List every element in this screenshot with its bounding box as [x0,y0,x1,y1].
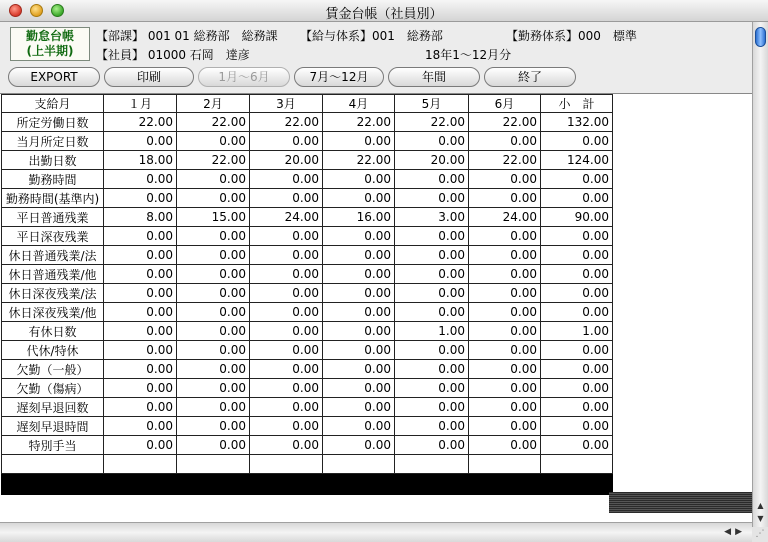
cell-value[interactable]: 0.00 [323,246,395,265]
period-field: 18年1～12月分 [425,48,512,62]
cell-value[interactable]: 0.00 [177,322,250,341]
empty-cell [177,474,250,495]
cell-value[interactable]: 0.00 [177,227,250,246]
cell-value[interactable]: 0.00 [323,322,395,341]
row-label: 代休/特休 [2,341,104,360]
cell-value[interactable]: 0.00 [469,284,541,303]
row-label: 遅刻早退回数 [2,398,104,417]
cell-value[interactable]: 0.00 [395,284,469,303]
table-row [2,284,613,303]
cell-value[interactable]: 16.00 [323,208,395,227]
jul-dec-button[interactable]: 7月～12月 [294,67,384,87]
row-label: 平日深夜残業 [2,227,104,246]
cell-value[interactable]: 0.00 [395,303,469,322]
cell-value[interactable]: 90.00 [541,208,613,227]
cell-value[interactable]: 0.00 [104,132,177,151]
cell-value[interactable]: 0.00 [177,284,250,303]
cell-value[interactable]: 0.00 [177,265,250,284]
row-label: 休日深夜残業/法 [2,284,104,303]
cell-value[interactable]: 0.00 [469,417,541,436]
cell-value[interactable]: 0.00 [541,189,613,208]
cell-value[interactable]: 0.00 [469,170,541,189]
table-row [2,170,613,189]
cell-value[interactable]: 24.00 [250,208,323,227]
cell-value[interactable]: 0.00 [250,398,323,417]
horizontal-scrollbar[interactable] [0,522,752,542]
column-header: 小 計 [541,95,613,113]
cell-value[interactable]: 0.00 [395,265,469,284]
empty-cell [250,455,323,474]
cell-value[interactable]: 0.00 [323,379,395,398]
table-row [2,322,613,341]
window-title: 賃金台帳（社員別） [325,7,443,22]
scroll-thumb[interactable] [755,27,766,47]
row-label: 当月所定日数 [2,132,104,151]
cell-value[interactable]: 0.00 [104,227,177,246]
exit-button[interactable]: 終了 [484,67,576,87]
empty-cell [469,474,541,495]
cell-value[interactable]: 0.00 [323,360,395,379]
dept-field: 【部課】 001 01 総務部 総務課 [96,29,278,43]
table-row [2,246,613,265]
cell-value[interactable]: 0.00 [469,189,541,208]
table-row [2,208,613,227]
table-header-row [2,95,613,113]
annual-button[interactable]: 年間 [388,67,480,87]
cell-value[interactable]: 0.00 [323,189,395,208]
cell-value[interactable]: 0.00 [104,398,177,417]
table-row [2,227,613,246]
row-label: 有休日数 [2,322,104,341]
cell-value[interactable]: 20.00 [395,151,469,170]
cell-value[interactable]: 0.00 [104,436,177,455]
scroll-up-icon[interactable]: ▲ [757,501,764,510]
column-header: 4月 [323,95,395,113]
cell-value[interactable]: 0.00 [541,170,613,189]
cell-value[interactable]: 20.00 [250,151,323,170]
cell-value[interactable]: 132.00 [541,113,613,132]
empty-cell [250,474,323,495]
cell-value[interactable]: 0.00 [395,170,469,189]
cell-value[interactable]: 0.00 [323,417,395,436]
cell-value[interactable]: 0.00 [541,303,613,322]
cell-value[interactable]: 0.00 [104,265,177,284]
cell-value[interactable]: 0.00 [177,398,250,417]
cell-value[interactable]: 22.00 [395,113,469,132]
row-label: 出勤日数 [2,151,104,170]
cell-value[interactable]: 0.00 [177,417,250,436]
cell-value[interactable]: 0.00 [323,284,395,303]
cell-value[interactable]: 0.00 [395,227,469,246]
cell-value[interactable]: 0.00 [104,417,177,436]
badge-line2: (上半期) [26,44,74,58]
table-row [2,379,613,398]
cell-value[interactable]: 0.00 [250,322,323,341]
cell-value[interactable]: 0.00 [250,303,323,322]
cell-value[interactable]: 0.00 [469,246,541,265]
table-row [2,132,613,151]
cell-value[interactable]: 0.00 [323,265,395,284]
cell-value[interactable]: 0.00 [104,303,177,322]
cell-value[interactable]: 0.00 [323,227,395,246]
empty-cell [104,455,177,474]
cell-value[interactable]: 18.00 [104,151,177,170]
resize-grip-icon[interactable]: ⋰ [752,527,768,542]
empty-cell [541,474,613,495]
cell-value[interactable]: 0.00 [469,132,541,151]
table-row [2,303,613,322]
cell-value[interactable]: 0.00 [104,189,177,208]
cell-value[interactable]: 0.00 [323,170,395,189]
row-label: 勤務時間(基準内) [2,189,104,208]
cell-value[interactable]: 0.00 [250,132,323,151]
scroll-arrows-icon[interactable]: ◀▶ [724,527,746,537]
cell-value[interactable]: 0.00 [541,265,613,284]
cell-value[interactable]: 0.00 [104,360,177,379]
footer-row [2,474,613,495]
cell-value[interactable]: 0.00 [541,436,613,455]
cell-value[interactable]: 124.00 [541,151,613,170]
row-label: 平日普通残業 [2,208,104,227]
cell-value[interactable]: 0.00 [250,284,323,303]
cell-value[interactable]: 0.00 [541,379,613,398]
report-badge [10,27,90,61]
cell-value[interactable]: 0.00 [469,398,541,417]
cell-value[interactable]: 0.00 [469,227,541,246]
cell-value[interactable]: 0.00 [177,436,250,455]
empty-cell [395,474,469,495]
cell-value[interactable]: 0.00 [395,398,469,417]
cell-value[interactable]: 0.00 [323,132,395,151]
row-label: 所定労働日数 [2,113,104,132]
cell-value[interactable]: 0.00 [250,341,323,360]
table-row [2,265,613,284]
cell-value[interactable]: 0.00 [541,227,613,246]
table-body [2,113,613,495]
cell-value[interactable]: 0.00 [177,303,250,322]
cell-value[interactable]: 22.00 [469,113,541,132]
cell-value[interactable]: 15.00 [177,208,250,227]
pay-system-field: 【給与体系】001 総務部 [300,29,443,43]
cell-value[interactable]: 0.00 [395,132,469,151]
cell-value[interactable]: 0.00 [104,379,177,398]
cell-value[interactable]: 0.00 [541,360,613,379]
cell-value[interactable]: 0.00 [250,265,323,284]
cell-value[interactable]: 0.00 [250,246,323,265]
empty-row [2,455,613,474]
column-header: 支給月 [2,95,104,113]
row-label: 休日普通残業/他 [2,265,104,284]
empty-cell [323,474,395,495]
cell-value[interactable]: 0.00 [469,341,541,360]
row-label: 欠勤（一般） [2,360,104,379]
cell-value[interactable]: 0.00 [177,246,250,265]
cell-value[interactable]: 0.00 [395,360,469,379]
cell-value[interactable]: 22.00 [323,151,395,170]
column-header: 5月 [395,95,469,113]
cell-value[interactable]: 0.00 [541,417,613,436]
cell-value[interactable]: 1.00 [541,322,613,341]
cell-value[interactable]: 0.00 [469,265,541,284]
cell-value[interactable]: 0.00 [469,322,541,341]
cell-value[interactable]: 0.00 [395,436,469,455]
title-bar [0,0,768,22]
vertical-scrollbar[interactable] [752,22,768,527]
cell-value[interactable]: 0.00 [177,379,250,398]
cell-value[interactable]: 0.00 [177,360,250,379]
column-header: 2月 [177,95,250,113]
export-button[interactable]: EXPORT [8,67,100,87]
row-label: 特別手当 [2,436,104,455]
row-label: 遅刻早退時間 [2,417,104,436]
cell-value[interactable]: 22.00 [177,151,250,170]
cell-value[interactable]: 0.00 [469,379,541,398]
cell-value[interactable]: 0.00 [323,398,395,417]
cell-value[interactable]: 24.00 [469,208,541,227]
cell-value[interactable]: 0.00 [177,170,250,189]
record-header [0,22,752,66]
print-button[interactable]: 印刷 [104,67,194,87]
cell-value[interactable]: 0.00 [395,379,469,398]
cell-value[interactable]: 22.00 [250,113,323,132]
cell-value[interactable]: 0.00 [395,189,469,208]
cell-value[interactable]: 3.00 [395,208,469,227]
cell-value[interactable]: 0.00 [104,246,177,265]
cell-value[interactable]: 22.00 [177,113,250,132]
cell-value[interactable]: 0.00 [323,303,395,322]
cell-value[interactable]: 1.00 [395,322,469,341]
cell-value[interactable]: 0.00 [541,132,613,151]
cell-value[interactable]: 22.00 [104,113,177,132]
cell-value[interactable]: 0.00 [469,360,541,379]
cell-value[interactable]: 0.00 [177,341,250,360]
cell-value[interactable]: 0.00 [177,132,250,151]
cell-value[interactable]: 0.00 [250,417,323,436]
cell-value[interactable]: 22.00 [323,113,395,132]
empty-cell [395,455,469,474]
empty-cell [2,474,104,495]
cell-value[interactable]: 0.00 [395,246,469,265]
row-label: 休日深夜残業/他 [2,303,104,322]
table-row [2,113,613,132]
cell-value[interactable]: 0.00 [469,303,541,322]
cell-value[interactable]: 0.00 [541,284,613,303]
cell-value[interactable]: 0.00 [395,417,469,436]
badge-line1: 勤怠台帳 [25,29,74,43]
row-label: 休日普通残業/法 [2,246,104,265]
cell-value[interactable]: 0.00 [104,341,177,360]
work-system-field: 【勤務体系】000 標準 [506,29,637,43]
cell-value[interactable]: 0.00 [469,436,541,455]
cell-value[interactable]: 0.00 [250,436,323,455]
empty-cell [104,474,177,495]
cell-value[interactable]: 0.00 [250,379,323,398]
empty-cell [177,455,250,474]
empty-cell [323,455,395,474]
cell-value[interactable]: 0.00 [177,189,250,208]
cell-value[interactable]: 0.00 [541,341,613,360]
cell-value[interactable]: 0.00 [104,170,177,189]
empty-cell [469,455,541,474]
row-label: 勤務時間 [2,170,104,189]
table-row [2,341,613,360]
cell-value[interactable]: 0.00 [250,170,323,189]
table-row [2,360,613,379]
cell-value[interactable]: 0.00 [250,227,323,246]
column-header: 6月 [469,95,541,113]
cell-value[interactable]: 22.00 [469,151,541,170]
table-row [2,151,613,170]
table-row [2,398,613,417]
cell-value[interactable]: 0.00 [541,398,613,417]
cell-value[interactable]: 0.00 [250,189,323,208]
cell-value[interactable]: 8.00 [104,208,177,227]
attendance-table [1,94,613,495]
empty-cell [2,455,104,474]
employee-field: 【社員】 01000 石岡 達彦 [96,48,250,62]
data-grid [0,93,752,522]
row-label: 欠勤（傷病） [2,379,104,398]
cell-value[interactable]: 0.00 [395,341,469,360]
table-row [2,189,613,208]
jan-jun-button[interactable]: 1月～6月 [198,67,290,87]
empty-cell [541,455,613,474]
column-header: 3月 [250,95,323,113]
cell-value[interactable]: 0.00 [323,341,395,360]
cell-value[interactable]: 0.00 [104,322,177,341]
cell-value[interactable]: 0.00 [541,246,613,265]
cell-value[interactable]: 0.00 [250,360,323,379]
cell-value[interactable]: 0.00 [104,284,177,303]
column-header: １月 [104,95,177,113]
grid-footer-band [609,492,752,513]
cell-value[interactable]: 0.00 [323,436,395,455]
table-row [2,417,613,436]
scroll-down-icon[interactable]: ▼ [757,514,764,523]
table-row [2,436,613,455]
